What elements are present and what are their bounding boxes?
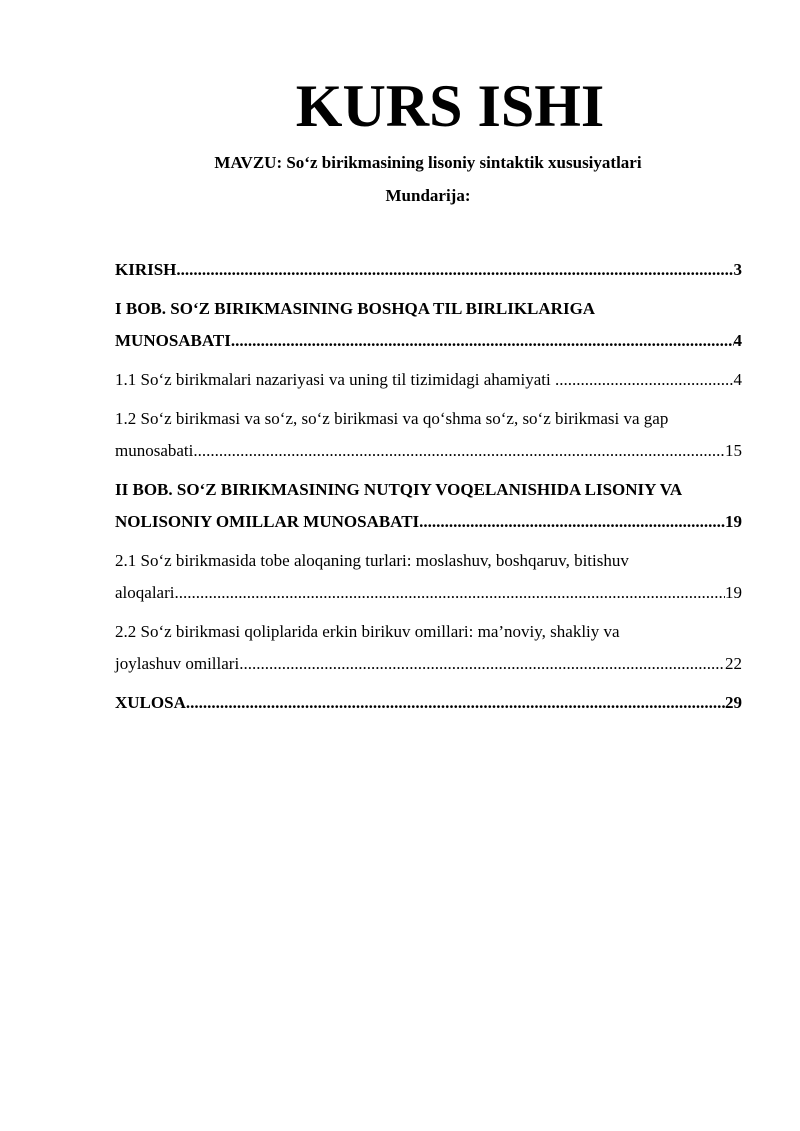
- toc-page-number: 19: [725, 512, 742, 531]
- toc-entry-text-line: I BOB. SO‘Z BIRIKMASINING BOSHQA TIL BIRLIKLARIGA: [115, 299, 596, 318]
- document-subtitle: MAVZU: So‘z birikmasining lisoniy sintaktik xususiyatlari: [214, 153, 642, 172]
- dot-leader: [193, 435, 725, 467]
- table-of-contents: [115, 254, 742, 726]
- toc-entry-label: munosabati: [115, 441, 194, 460]
- toc-page-number: 3: [733, 260, 742, 279]
- toc-page-number: 19: [725, 583, 742, 602]
- toc-page-number: 22: [725, 654, 742, 673]
- dot-leader: [174, 577, 725, 609]
- toc-heading: Mundarija:: [385, 186, 471, 205]
- dot-leader: [176, 254, 733, 286]
- toc-entry-label: KIRISH: [115, 260, 177, 279]
- toc-entry-label: 1.1 So‘z birikmalari nazariyasi va uning til tizimidagi ahamiyati: [115, 370, 555, 389]
- toc-entry-text-line: 2.1 So‘z birikmasida tobe aloqaning turlari: moslashuv, boshqaruv, bitishuv: [115, 551, 629, 570]
- toc-entry: [115, 616, 742, 680]
- toc-entry-text-line: 1.2 So‘z birikmasi va so‘z, so‘z birikmasi va qo‘shma so‘z, so‘z birikmasi va gap: [115, 409, 669, 428]
- toc-page-number: 4: [733, 370, 742, 389]
- toc-entry-label: XULOSA: [115, 693, 186, 712]
- toc-entry-label: aloqalari: [115, 583, 175, 602]
- toc-entry-label: MUNOSABATI: [115, 331, 231, 350]
- toc-page-number: 4: [733, 331, 742, 350]
- toc-entry-text-line: II BOB. SO‘Z BIRIKMASINING NUTQIY VOQELANISHIDA LISONIY VA: [115, 480, 683, 499]
- dot-leader: [186, 687, 725, 719]
- toc-entry-label: joylashuv omillari: [115, 654, 240, 673]
- toc-entry: [115, 474, 742, 538]
- toc-entry: [115, 403, 742, 467]
- toc-entry-last-line: [115, 506, 742, 538]
- toc-entry: [115, 364, 742, 396]
- toc-entry-last-line: [115, 325, 742, 357]
- toc-entry-last-line: [115, 435, 742, 467]
- toc-entry-last-line: [115, 364, 742, 396]
- toc-entry-last-line: [115, 687, 742, 719]
- toc-entry: [115, 293, 742, 357]
- toc-entry-text-line: 2.2 So‘z birikmasi qoliplarida erkin birikuv omillari: ma’noviy, shakliy va: [115, 622, 620, 641]
- dot-leader: [419, 506, 725, 538]
- toc-entry: [115, 545, 742, 609]
- page-title: KURS ISHI: [295, 73, 605, 139]
- dot-leader: [239, 648, 725, 680]
- toc-entry-label: NOLISONIY OMILLAR MUNOSABATI: [115, 512, 420, 531]
- toc-page-number: 15: [725, 441, 742, 460]
- toc-entry: [115, 687, 742, 719]
- toc-entry-last-line: [115, 577, 742, 609]
- dot-leader: [555, 364, 734, 396]
- toc-entry-last-line: [115, 648, 742, 680]
- toc-entry: [115, 254, 742, 286]
- toc-entry-last-line: [115, 254, 742, 286]
- dot-leader: [231, 325, 734, 357]
- toc-page-number: 29: [725, 693, 742, 712]
